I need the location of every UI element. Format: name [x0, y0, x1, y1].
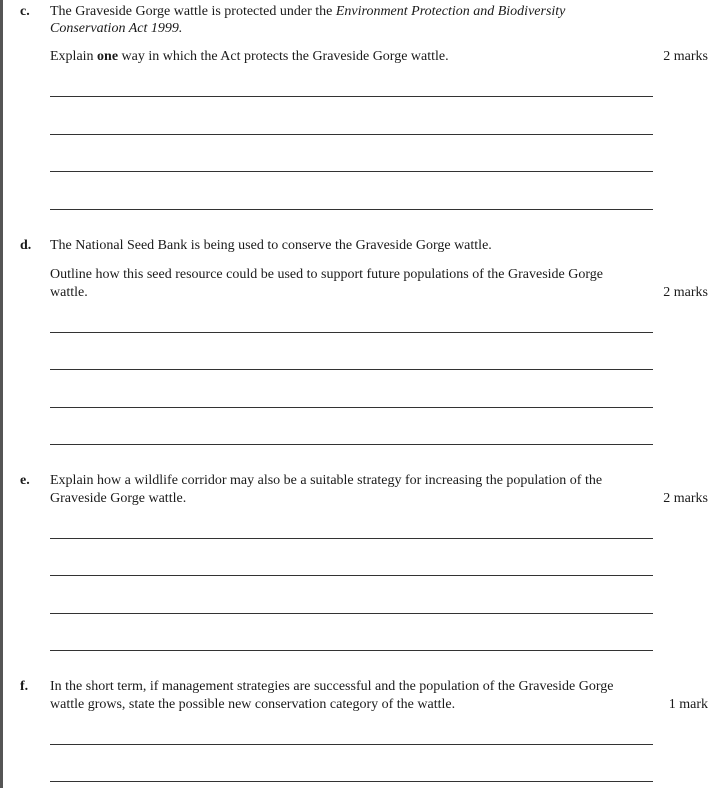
answer-line[interactable] [50, 171, 653, 172]
answer-line[interactable] [50, 209, 653, 210]
question-c-stem-line2 [50, 20, 182, 38]
question-e-marks: 2 marks [663, 491, 708, 506]
answer-line[interactable] [50, 407, 653, 408]
answer-line[interactable] [50, 96, 653, 97]
question-c-prompt-pre: Explain [50, 49, 98, 64]
question-c-stem-line1 [50, 3, 565, 21]
question-f-letter: f. [20, 679, 29, 694]
question-f-marks: 1 mark [668, 697, 708, 712]
answer-line[interactable] [50, 332, 653, 333]
question-d-marks: 2 marks [663, 285, 708, 300]
act-title-part1: Environment Protection and Biodiversity [335, 4, 566, 19]
question-c-stem-text: The Graveside Gorge wattle is protected under the [50, 4, 336, 19]
answer-line[interactable] [50, 781, 653, 782]
page-margin-bar [0, 0, 3, 788]
question-e-prompt-line1: Explain how a wildlife corridor may also be a suitable strategy for increasing the population of the [50, 473, 603, 488]
question-d-intro: The National Seed Bank is being used to conserve the Graveside Gorge wattle. [50, 238, 492, 253]
question-c-marks: 2 marks [663, 49, 708, 64]
answer-line[interactable] [50, 650, 653, 651]
answer-line[interactable] [50, 134, 653, 135]
question-e-prompt-line2: Graveside Gorge wattle. [50, 491, 187, 506]
question-c-letter: c. [20, 4, 30, 19]
answer-line[interactable] [50, 444, 653, 445]
answer-line[interactable] [50, 369, 653, 370]
question-c-prompt [50, 48, 449, 66]
question-d-prompt-line1: Outline how this seed resource could be used to support future populations of the Graveside Gorge [50, 267, 603, 282]
question-f-prompt-line2: wattle grows, state the possible new conservation category of the wattle. [50, 697, 456, 712]
question-e-letter: e. [20, 473, 30, 488]
act-title-part2: Conservation Act 1999. [50, 21, 183, 36]
answer-line[interactable] [50, 538, 653, 539]
question-f-prompt-line1: In the short term, if management strategies are successful and the population of the Graveside Gorge [50, 679, 614, 694]
question-d-prompt-line2: wattle. [50, 285, 88, 300]
answer-line[interactable] [50, 744, 653, 745]
answer-line[interactable] [50, 575, 653, 576]
question-c-prompt-emphasis: one [97, 49, 119, 64]
question-d-letter: d. [20, 238, 32, 253]
question-c-prompt-post: way in which the Act protects the Graveside Gorge wattle. [118, 49, 449, 64]
answer-line[interactable] [50, 613, 653, 614]
